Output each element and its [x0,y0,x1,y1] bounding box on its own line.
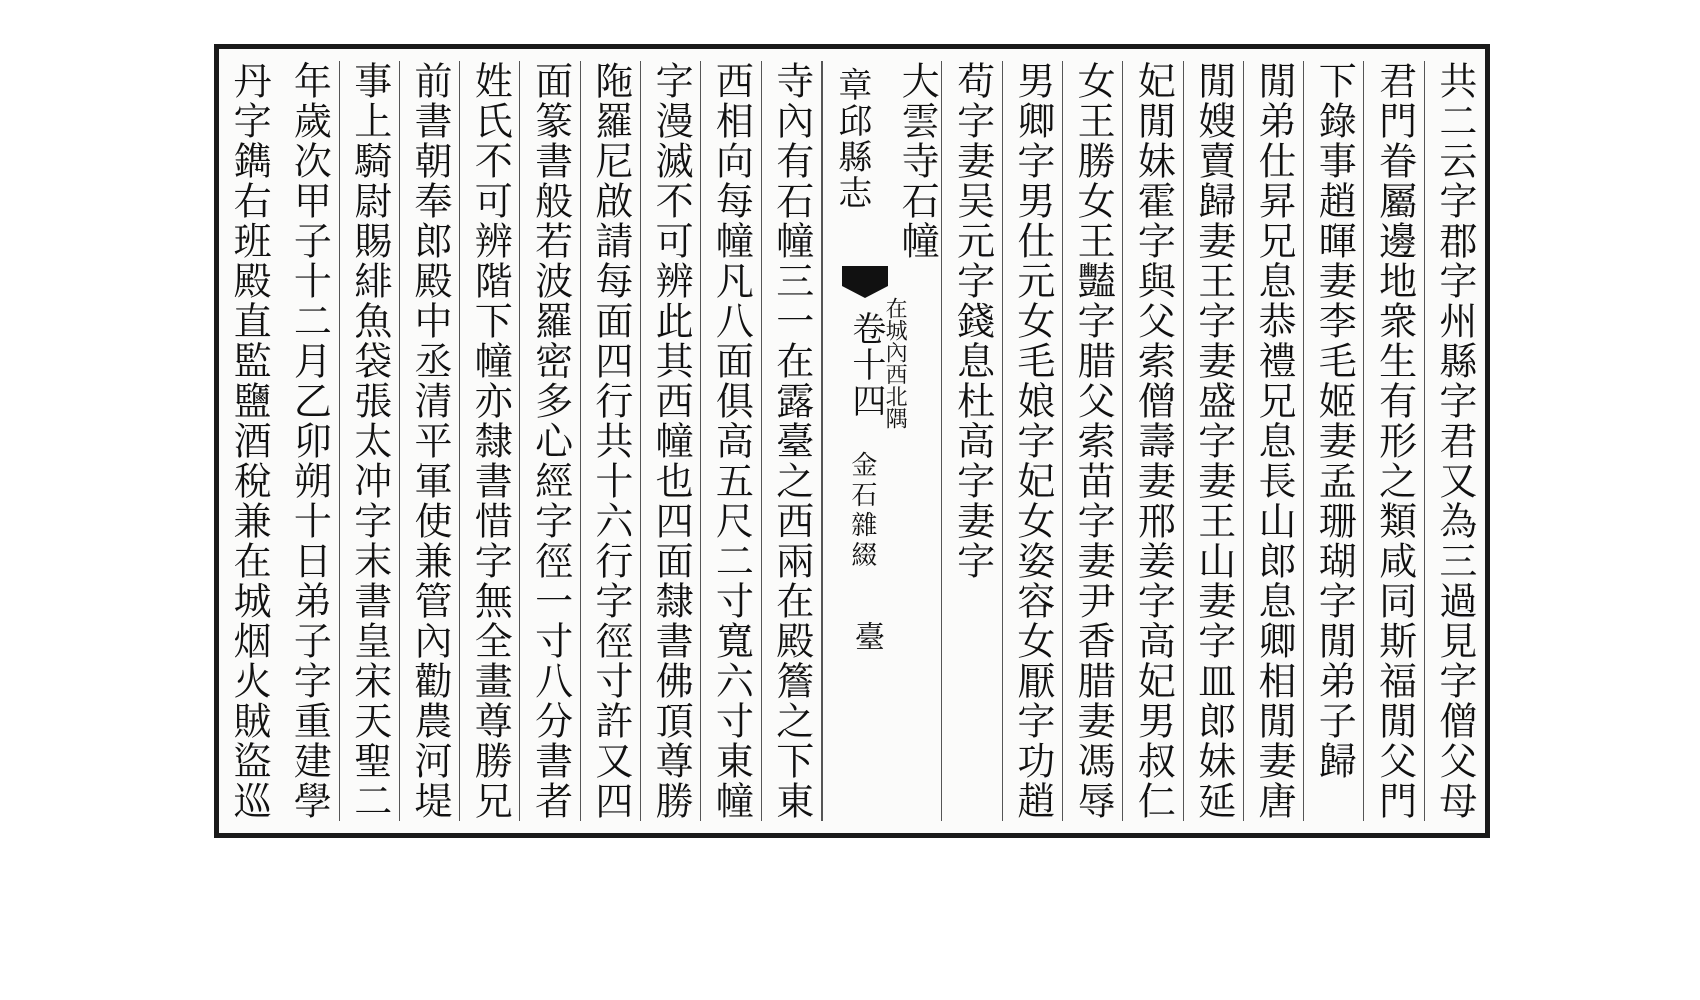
column-text: 前書朝奉郎殿中丞清平軍使兼管內勸農河堤 [407,61,452,821]
text-column [400,61,460,821]
column-text: 陁羅尼啟請每面四行共十六行字徑寸許又四 [588,61,633,821]
column-rule [519,61,520,821]
column-rule [941,61,942,821]
column-text: 字漫滅不可辨此其西幢也四面隸書佛頂尊勝 [649,61,694,821]
text-column [1123,61,1183,821]
text-column [1364,61,1424,821]
text-column [942,61,1002,821]
column-text: 妃閒妹霍字與父索僧壽妻邢姜字高妃男叔仁 [1131,61,1176,821]
book-page [214,44,1490,838]
column-text: 閒弟仕昇兄息恭禮兄息長山郎息卿相閒妻唐 [1251,61,1296,821]
section-heading [882,61,942,821]
column-rule [1122,61,1123,821]
fold-center [822,61,886,821]
column-rule [822,61,823,821]
column-rule [459,61,460,821]
text-column [1304,61,1364,821]
book-title: 章邱縣志 [831,67,872,211]
text-column [460,61,520,821]
column-text: 面篆書般若波羅密多心經字徑一寸八分書者 [528,61,573,821]
text-column [1003,61,1063,821]
page-number: 臺 [848,621,884,651]
column-rule [580,61,581,821]
column-rule [761,61,762,821]
text-column [1244,61,1304,821]
column-text: 閒嫂賣歸妻王字妻盛字妻王山妻字皿郎妹延 [1191,61,1236,821]
column-text: 寺內有石幢三一在露臺之西兩在殿簷之下東 [769,61,814,821]
column-rule [339,61,340,821]
column-text: 苟字妻吴元字錢息杜高字妻字 [950,61,995,581]
heading-note: 在城內西北隅 [882,297,908,429]
juan-label: 卷十四 [845,311,886,419]
category-label: 金石雜綴 [846,451,877,571]
column-rule [821,61,822,821]
column-text: 共二云字郡字州縣字君又為三過見字僧父母 [1432,61,1477,821]
text-column [641,61,701,821]
text-column [581,61,641,821]
column-text: 丹字鐫右班殿直監鹽酒稅兼在城烟火賊盜巡 [227,61,272,821]
column-rule [1424,61,1425,821]
column-rule [700,61,701,821]
column-rule [1363,61,1364,821]
text-column [701,61,761,821]
text-column [340,61,400,821]
column-text: 姓氏不可辨階下幢亦隸書惜字無全畫尊勝兄 [468,61,513,821]
text-column [520,61,580,821]
column-text: 君門眷屬邊地衆生有形之類咸同斯福閒父門 [1372,61,1417,821]
fishtail-notch [842,286,888,298]
text-column [1063,61,1123,821]
column-rule [1243,61,1244,821]
column-text: 事上騎尉賜緋魚袋張太冲字末書皇宋天聖二 [347,61,392,821]
column-rule [1303,61,1304,821]
column-text: 女王勝女王豔字腊父索苗字妻尹香腊妻馮辱 [1071,61,1116,821]
fishtail-mark [842,266,888,286]
text-column [1425,61,1485,821]
column-rule [640,61,641,821]
column-rule [1183,61,1184,821]
column-text: 西相向每幢凡八面俱高五尺二寸寬六寸東幢 [709,61,754,821]
column-rule [399,61,400,821]
text-column [1184,61,1244,821]
column-text: 下錄事趙暉妻李毛姬妻孟珊瑚字閒弟子歸 [1312,61,1357,781]
column-rule [1062,61,1063,821]
heading-title: 大雲寺石幢 [895,61,940,261]
text-column [762,61,822,821]
text-column [219,61,279,821]
column-rule [1002,61,1003,821]
text-column [279,61,339,821]
column-text: 男卿字男仕元女毛娘字妃女姿容女厭字功趙 [1010,61,1055,821]
column-text: 年歲次甲子十二月乙卯朔十日弟子字重建學 [287,61,332,821]
